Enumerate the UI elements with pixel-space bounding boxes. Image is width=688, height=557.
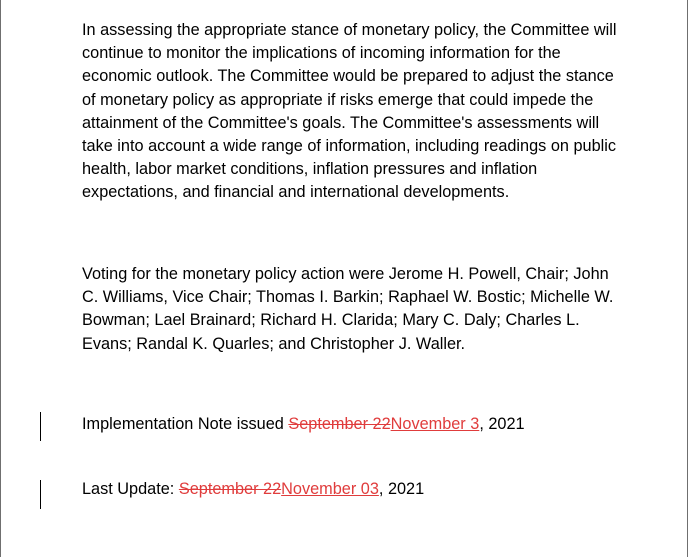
change-bar bbox=[40, 480, 41, 509]
deleted-date: September 22 bbox=[178, 480, 282, 498]
implementation-note-line bbox=[82, 413, 525, 436]
inserted-date: November 03 bbox=[281, 480, 379, 498]
change-bar bbox=[40, 412, 41, 441]
inserted-date: November 3 bbox=[390, 415, 480, 433]
implementation-note-label: Implementation Note issued bbox=[82, 415, 289, 433]
year-suffix: , 2021 bbox=[479, 415, 525, 433]
last-update-line bbox=[82, 478, 424, 501]
policy-stance-paragraph: In assessing the appropriate stance of monetary policy, the Committee will continue to monitor the implications of incoming information for the economic outlook. The Committee would be prepared to adjust the stance of monetary policy as appropriate if risks emerge that could impede the attainment of the Committee's goals. The Committee's assessments will take into account a wide range of information, including readings on public health, labor market conditions, inflation pressures and inflation expectations, and financial and international developments. bbox=[82, 21, 617, 202]
deleted-date: September 22 bbox=[288, 415, 391, 433]
last-update-label: Last Update: bbox=[82, 480, 179, 498]
year-suffix: , 2021 bbox=[378, 480, 425, 498]
voting-members-paragraph: Voting for the monetary policy action were Jerome H. Powell, Chair; John C. Williams, Vice Chair; Thomas I. Barkin; Raphael W. Bostic; Michelle W. Bowman; Lael Brainard; Richard H. Clarida; Mary C. Daly; Charles L. Evans; Randal K. Quarles; and Christopher J. Waller. bbox=[82, 265, 614, 353]
